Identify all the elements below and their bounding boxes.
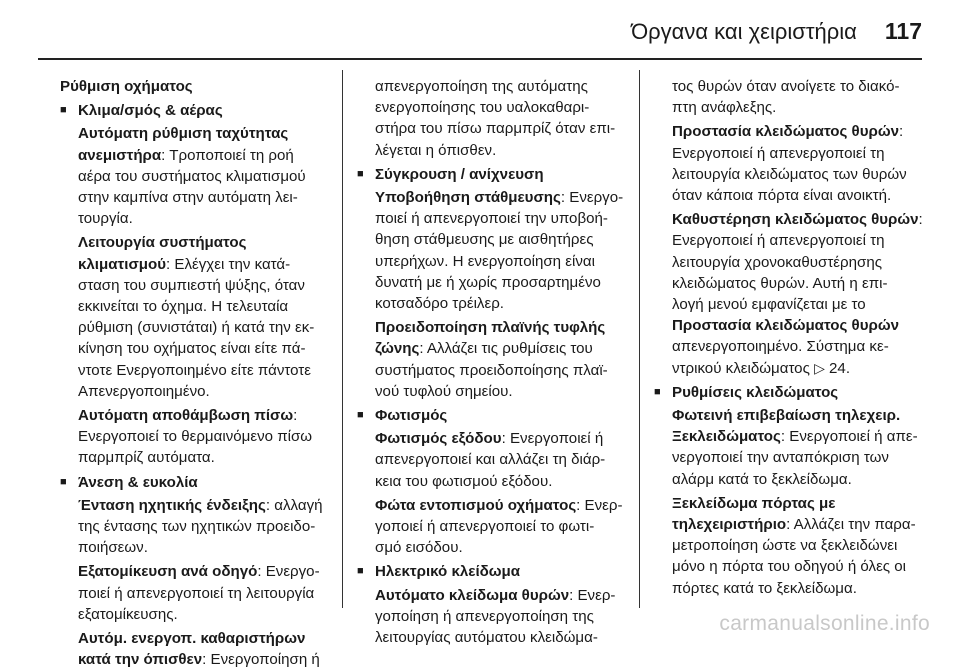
item-personalization: Εξατομίκευση ανά οδηγό: Ενεργο- ποιεί ή απενεργοποιεί τη λειτουργία εξατομίκευσης. (78, 563, 320, 623)
column-divider (639, 70, 640, 608)
item-ac-mode: Λειτουργία συστήματος κλιματισμού: Ελέγχει την κατά- σταση του συμπιεστή ψύξης, όταν εκκινείται το όχημα. Η τελευταία ρύθμιση (συνιστάται) ή κατά την εκ- κίνηση του οχήματος είναι είτε πά- ντοτε Ενεργοποιημένο είτε πάντοτε Απενεργοποιημένο. (78, 234, 315, 400)
page-reference: 24. (824, 359, 851, 377)
item-blind-zone: Προειδοποίηση πλαϊνής τυφλής ζώνης: Αλλάζει τις ρυθμίσεις του συστήματος προειδοποίησης πλαϊ- νού τυφλού σημείου. (375, 319, 608, 400)
item-remote-door-unlock: Ξεκλείδωμα πόρτας με τηλεχειριστήριο: Αλλάζει την παρα- μετροποίηση ώστε να ξεκλειδώνει μόνο η πόρτα του οδηγού ή όλες οι πόρτες κατά το ξεκλείδωμα. (672, 494, 916, 597)
column-divider (342, 70, 343, 608)
item-chime-volume: Ένταση ηχητικής ένδειξης: αλλαγή της έντασης των ηχητικών προειδο- ποιήσεων. (78, 496, 323, 557)
bullet-power-locks: ■ Ηλεκτρικό κλείδωμα (357, 561, 629, 582)
item-locator-lights: Φώτα εντοπισμού οχήματος: Ενερ- γοποιεί ή απενεργοποιεί το φωτι- σμό εισόδου. (375, 496, 623, 557)
header-divider (38, 58, 922, 60)
bullet-remote-lock: ■ Ρυθμίσεις κλειδώματος (654, 382, 926, 403)
page-number: 117 (884, 18, 922, 44)
bullet-collision: ■ Σύγκρουση / ανίχνευση (357, 164, 629, 185)
item-auto-door-lock: Αυτόματο κλείδωμα θυρών: Ενερ- γοποίηση ή απενεργοποίηση της λειτουργίας αυτόματου κλειδώμα- (375, 586, 616, 647)
item-rear-defog: Αυτόματη αποθάμβωση πίσω: Ενεργοποιεί το θερμαινόμενο πίσω παρμπρίζ αυτόματα. (78, 407, 313, 467)
item-park-assist: Υποβοήθηση στάθμευσης: Ενεργο- ποιεί ή απενεργοποιεί την υποβοή- θηση στάθμευσης με αισθητήρες υπερήχων. Η ενεργοποίηση είναι δυνατή με ή χωρίς προσαρτημένο κοτσαδόρο τρέιλερ. (375, 189, 624, 313)
item-lockout-protection: Προστασία κλειδώματος θυρών: Ενεργοποιεί ή απενεργοποιεί τη λειτουργία κλειδώματος των θυρών όταν κάποια πόρτα είναι ανοικτή. (672, 123, 907, 205)
item-reverse-wiper-cont: απενεργοποίηση της αυτόματης ενεργοποίησης του υαλοκαθαρι- στήρα του πίσω παρμπρίζ όταν επι- λέγεται η όπισθεν. (375, 78, 616, 159)
item-remote-unlock-feedback: Φωτεινή επιβεβαίωση τηλεχειρ. Ξεκλειδώματος: Ενεργοποιεί ή απε- νεργοποιεί την ανταπόκριση των αλάρμ κατά το ξεκλείδωμα. (672, 407, 918, 488)
item-delayed-lock: Καθυστέρηση κλειδώματος θυρών: Ενεργοποιεί ή απενεργοποιεί τη λειτουργία χρονοκαθυστέρησης κλειδώματος θυρών. Αυτή η επι- λογή μενού εμφανίζεται με το Προστασία κλειδώματος θυρών απενεργοποιημένο. Σύστημα κε- ντρικού κλειδώματος ▷ 24. (654, 209, 926, 379)
page-header (631, 18, 922, 48)
item-auto-door-lock-cont: τος θυρών όταν ανοίγετε το διακό- πτη ανάφλεξης. (672, 78, 900, 117)
item-reverse-wiper: Αυτόμ. ενεργοπ. καθαριστήρων κατά την όπισθεν: Ενεργοποίηση ή (78, 630, 320, 669)
page-reference-icon: ▷ (814, 359, 825, 376)
column-2 (357, 64, 629, 647)
bullet-climate: ■ Κλιμα/σμός & αέρας (60, 100, 332, 121)
item-exit-lighting: Φωτισμός εξόδου: Ενεργοποιεί ή απενεργοποιεί και αλλάζει τη διάρ- κεια του φωτισμού εξόδου. (375, 430, 606, 490)
item-auto-fan: Αυτόματη ρύθμιση ταχύτητας ανεμιστήρα: Τροποποιεί τη ροή αέρα του συστήματος κλιματισμού στην καμπίνα στην αυτόματη λει- τουργία. (78, 125, 306, 228)
column-1 (60, 64, 332, 669)
column-3 (654, 64, 926, 609)
bullet-comfort: ■ Άνεση & ευκολία (60, 472, 332, 493)
section-heading: Ρύθμιση οχήματος (60, 78, 193, 95)
watermark: carmanualsonline.info (719, 612, 930, 635)
header-title: Όργανα και χειριστήρια (631, 19, 857, 44)
bullet-lighting: ■ Φωτισμός (357, 405, 629, 426)
